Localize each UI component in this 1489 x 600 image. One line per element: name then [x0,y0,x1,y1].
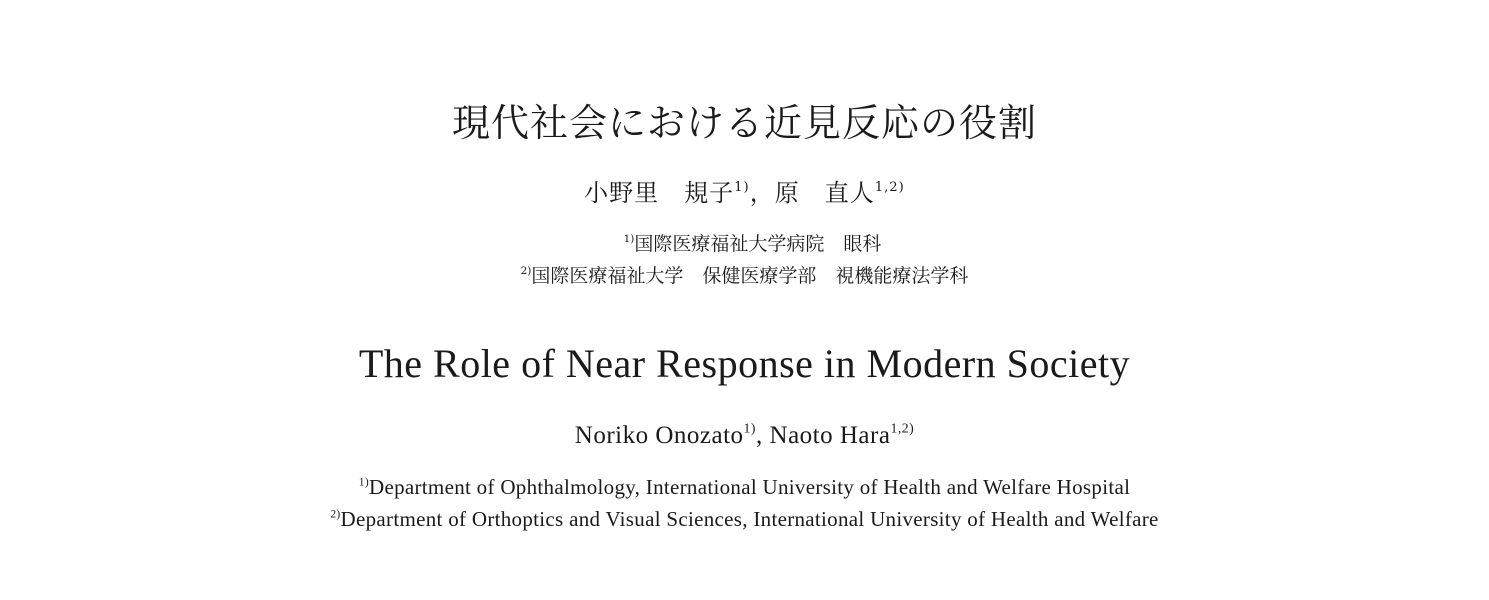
author-name: Noriko Onozato [574,422,744,449]
affiliation-text: Department of Orthoptics and Visual Sciences, International University of Health and Welfare [340,507,1159,531]
author-name: Naoto Hara [769,422,891,449]
affiliation-mark: 1) [358,476,369,489]
english-authors [0,422,1489,450]
author-separator: , [756,422,770,449]
english-affiliation [0,475,1489,500]
author-name: 原 直人 [774,179,875,207]
author-separator: ， [749,179,775,207]
japanese-authors [0,173,1489,208]
affiliation-text: Department of Ophthalmology, International University of Health and Welfare Hospital [369,475,1131,499]
affiliation-text: 国際医療福祉大学病院 眼科 [634,233,882,255]
author-affiliation-mark: 1,2) [890,420,915,436]
author-affiliation-mark: 1) [743,420,757,436]
affiliation-mark: 2) [330,508,341,521]
affiliation-mark: 2) [520,265,532,278]
author-affiliation-mark: 1) [734,180,750,196]
affiliation-text: 国際医療福祉大学 保健医療学部 視機能療法学科 [531,265,969,287]
author-name: 小野里 規子 [584,179,735,207]
english-title: The Role of Near Response in Modern Society [358,341,1131,386]
japanese-title: 現代社会における近見反応の役割 [451,101,1037,145]
affiliation-mark: 1) [623,233,635,246]
japanese-affiliation [0,261,1489,288]
english-affiliation [0,507,1489,532]
author-affiliation-mark: 1,2) [874,180,905,196]
japanese-affiliation [8,229,1489,256]
